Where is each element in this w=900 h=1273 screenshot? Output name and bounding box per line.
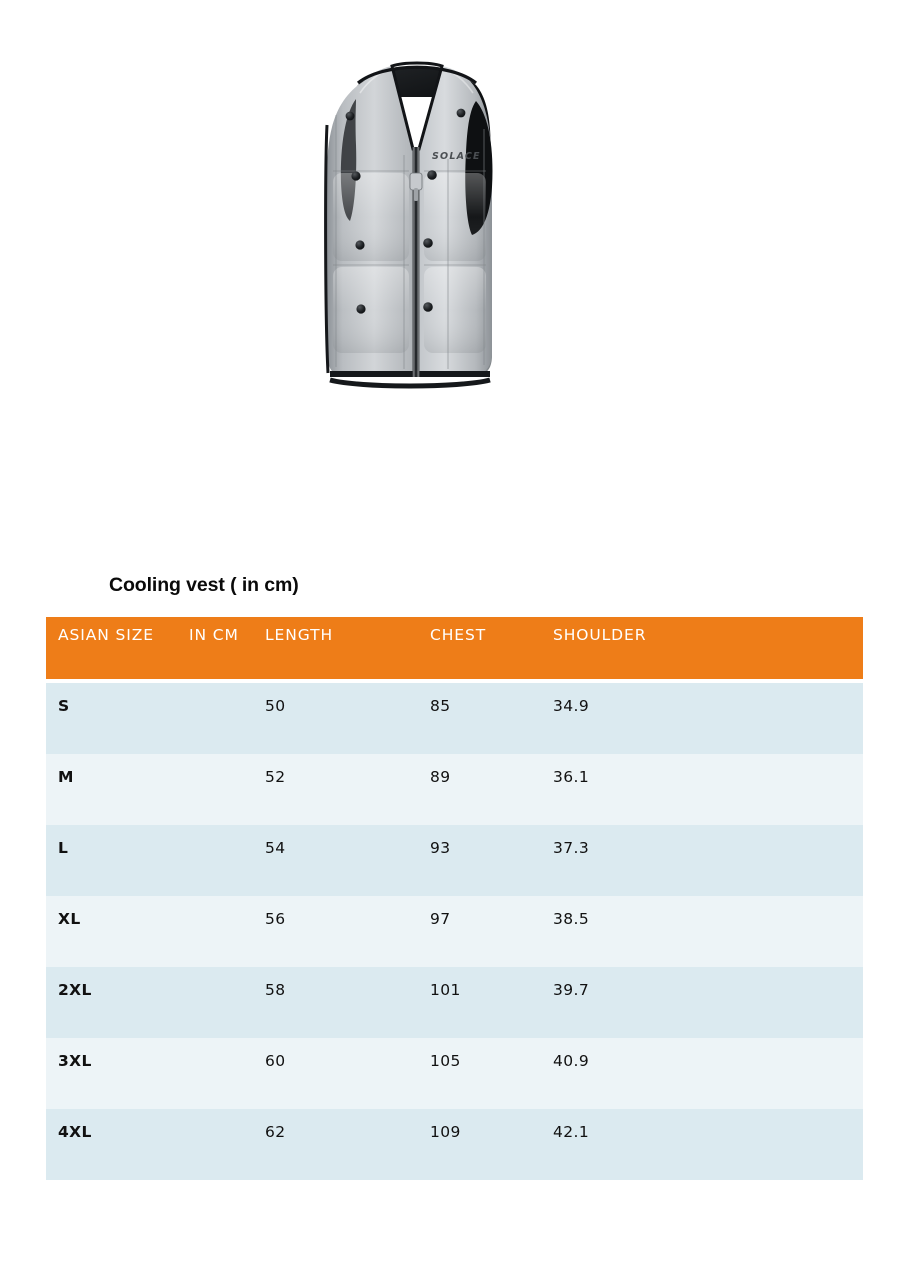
cell-chest: 85 [430, 681, 553, 754]
cell-chest: 109 [430, 1109, 553, 1180]
cell-shoulder: 40.9 [553, 1038, 863, 1109]
size-chart-header [46, 617, 863, 681]
cell-shoulder: 34.9 [553, 681, 863, 754]
cell-length: 60 [265, 1038, 430, 1109]
cell-size: M [46, 754, 189, 825]
cell-in-cm [189, 825, 265, 896]
vest-illustration [300, 55, 532, 395]
column-header-in-cm: IN CM [189, 617, 265, 681]
cell-in-cm [189, 681, 265, 754]
cell-length: 50 [265, 681, 430, 754]
cell-length: 62 [265, 1109, 430, 1180]
cell-length: 58 [265, 967, 430, 1038]
cell-shoulder: 42.1 [553, 1109, 863, 1180]
cell-in-cm [189, 1038, 265, 1109]
vest-zipper-tab [414, 188, 418, 201]
size-chart-body [46, 681, 863, 1180]
cell-chest: 89 [430, 754, 553, 825]
cell-length: 54 [265, 825, 430, 896]
size-chart-title: Cooling vest ( in cm) [109, 574, 299, 596]
cell-size: XL [46, 896, 189, 967]
cell-in-cm [189, 754, 265, 825]
table-row [46, 1109, 863, 1180]
cell-shoulder: 37.3 [553, 825, 863, 896]
cell-chest: 101 [430, 967, 553, 1038]
column-header-chest: CHEST [430, 617, 553, 681]
cell-size: 2XL [46, 967, 189, 1038]
cell-shoulder: 38.5 [553, 896, 863, 967]
table-header-row [46, 617, 863, 681]
cell-size: 3XL [46, 1038, 189, 1109]
table-row [46, 754, 863, 825]
table-row [46, 896, 863, 967]
size-chart-table [46, 617, 863, 1180]
table-row [46, 825, 863, 896]
cell-shoulder: 36.1 [553, 754, 863, 825]
cell-size: 4XL [46, 1109, 189, 1180]
vest-zipper-pull[interactable] [410, 173, 422, 190]
cooling-vest-photo [300, 55, 532, 395]
cell-size: L [46, 825, 189, 896]
column-header-length: LENGTH [265, 617, 430, 681]
brand-logo-text: SOLACE [432, 151, 481, 162]
cell-in-cm [189, 967, 265, 1038]
column-header-asian-size: ASIAN SIZE [46, 617, 189, 681]
cell-chest: 105 [430, 1038, 553, 1109]
table-row [46, 967, 863, 1038]
cell-in-cm [189, 1109, 265, 1180]
table-row [46, 681, 863, 754]
cell-length: 56 [265, 896, 430, 967]
cell-chest: 93 [430, 825, 553, 896]
column-header-shoulder: SHOULDER [553, 617, 863, 681]
vest-hem-shadow [330, 380, 490, 386]
table-row [46, 1038, 863, 1109]
cell-in-cm [189, 896, 265, 967]
cell-chest: 97 [430, 896, 553, 967]
cell-size: S [46, 681, 189, 754]
cell-shoulder: 39.7 [553, 967, 863, 1038]
product-image-area [0, 0, 900, 470]
cell-length: 52 [265, 754, 430, 825]
